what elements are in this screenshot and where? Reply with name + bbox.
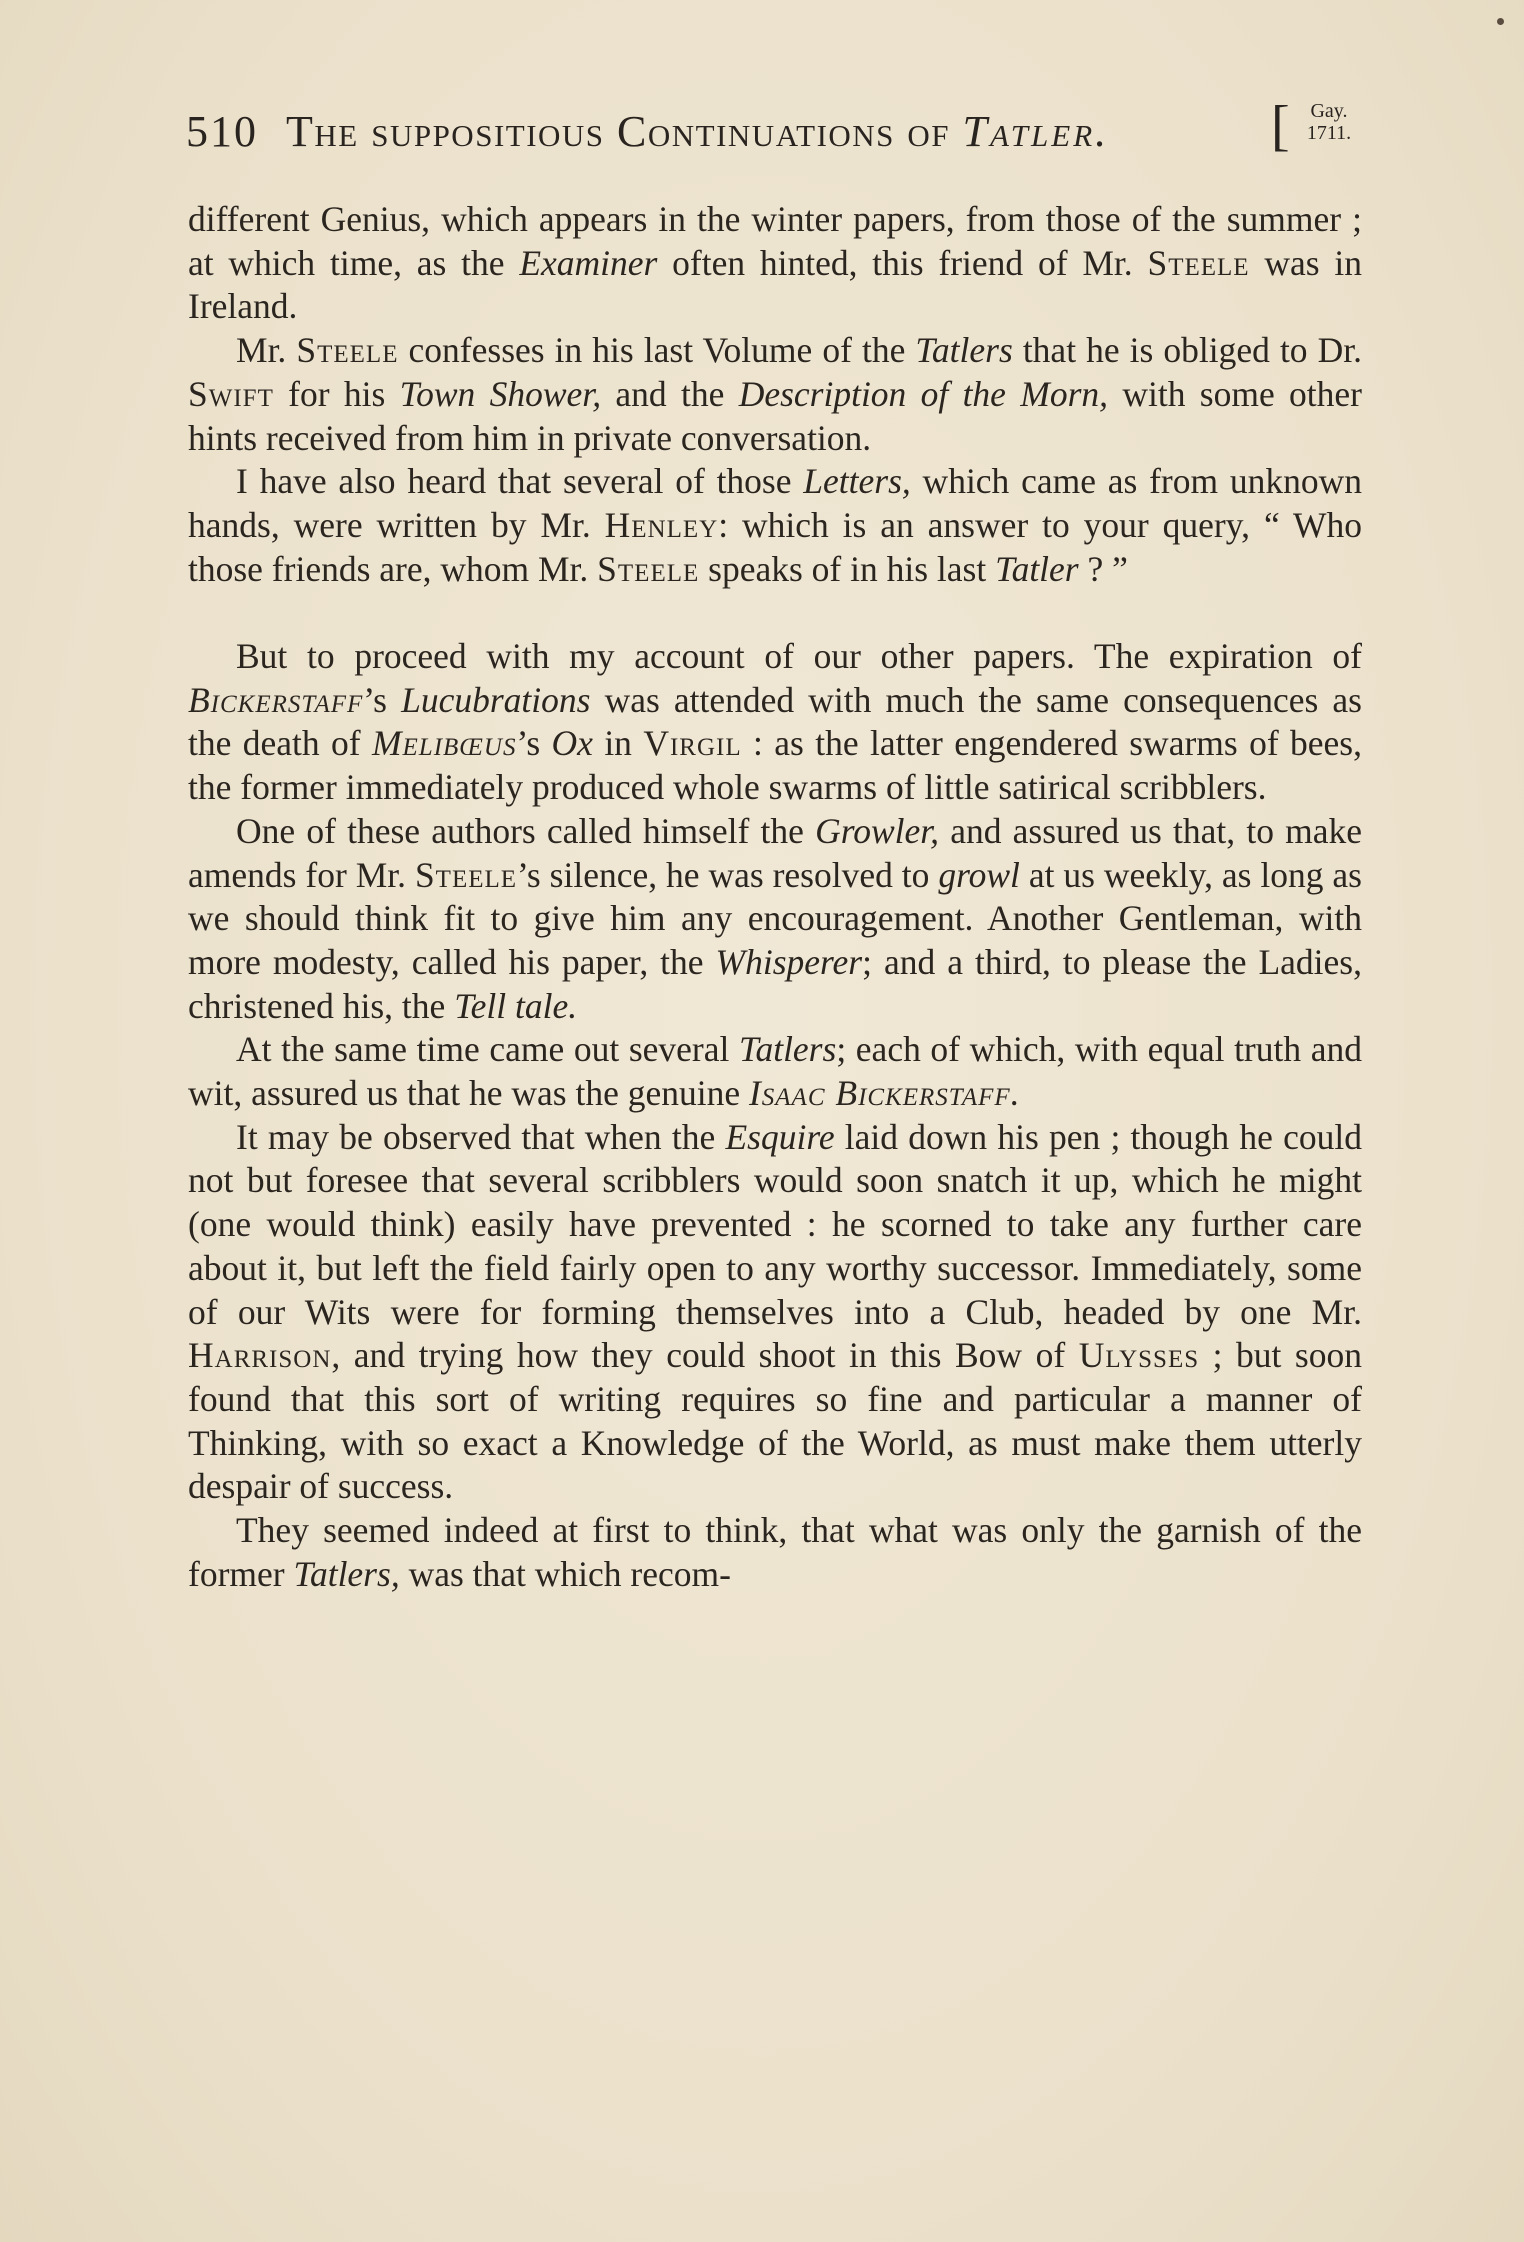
paragraph-8 xyxy=(188,1509,1362,1596)
text-run: Steele xyxy=(597,548,700,589)
text-run: laid down his pen ; though he could not but foresee that several scribblers would soon snatch it up, which he might (one would think) easily have prevented : he scorned to take any further care about it, but left the field fairly open to any worthy successor. Immediately, some of our Wits were for forming themselves into a Club, headed by one Mr. xyxy=(188,1116,1362,1332)
text-run: : which is an answer to your query, “ Who those friends are, whom Mr. xyxy=(188,504,1363,589)
text-run: Swift xyxy=(188,373,274,414)
date-bracket: [ xyxy=(1271,95,1290,157)
running-title-text: The suppositious Continuations of xyxy=(286,107,963,156)
text-run: It may be observed that when the xyxy=(236,1116,726,1157)
text-run: Esquire xyxy=(725,1116,835,1157)
paragraph-7 xyxy=(188,1116,1362,1509)
text-run: Letters, xyxy=(803,461,911,502)
text-run: ; each of which, with equal truth and wit, assured us that he was the genuine xyxy=(188,1029,1362,1114)
paragraph-6 xyxy=(188,1028,1362,1115)
text-run: with some other hints received from him in private conversation. xyxy=(188,373,1362,458)
text-run: I have also heard that several of those xyxy=(236,461,804,502)
text-run: Isaac Bickerstaff. xyxy=(748,1073,1021,1114)
text-run: Examiner xyxy=(519,242,658,283)
paragraph-5 xyxy=(188,810,1362,1029)
text-run: speaks of in his last xyxy=(699,548,996,589)
text-run: ’s xyxy=(516,723,552,764)
text-run: Ox xyxy=(551,723,593,764)
paragraph-4 xyxy=(188,635,1362,810)
margin-speck xyxy=(1497,18,1504,25)
date-bottom: 1711. xyxy=(1306,122,1352,144)
text-run: But to proceed with my account of our other papers. The expiration of xyxy=(236,636,1362,677)
running-title-italic: Tatler. xyxy=(962,107,1110,156)
text-run: ? ” xyxy=(1078,548,1128,589)
text-run: At the same time came out several xyxy=(236,1029,739,1070)
paragraph-3 xyxy=(188,460,1362,591)
text-run: ; and a third, to please the Ladies, christened his, the xyxy=(188,941,1362,1026)
running-header xyxy=(186,95,1386,168)
text-run: different Genius, which appears in the winter papers, from those of the summer ; at which time, as the xyxy=(188,199,1362,283)
text-run: : as the latter engendered swarms of bees, the former immediately produced whole swarms of little satirical scribblers. xyxy=(188,723,1362,808)
text-run: Melibœus xyxy=(371,723,517,764)
text-run: One of these authors called himself the xyxy=(236,810,816,851)
text-run: that he is obliged to Dr. xyxy=(1012,330,1362,371)
text-run: ’s xyxy=(363,679,402,720)
text-run: Mr. xyxy=(236,330,297,371)
text-run: Tatlers, xyxy=(293,1553,400,1594)
text-run: was in Ireland. xyxy=(188,242,1362,327)
text-run: Tatler xyxy=(995,548,1079,589)
text-run: and the xyxy=(601,373,739,414)
text-run: ; but soon found that this sort of writing requires so fine and particular a manner of Thinking, with so exact a Knowledge of the World, as must make them utterly despair of success. xyxy=(188,1335,1363,1507)
date-fraction xyxy=(1294,100,1364,144)
text-run: Tatlers xyxy=(738,1029,837,1070)
date-top: Gay. xyxy=(1310,100,1348,122)
text-run: and assured us that, to make amends for Mr. xyxy=(188,810,1363,895)
text-run: Growler, xyxy=(815,810,940,851)
text-run: Ulysses xyxy=(1078,1335,1200,1376)
text-run: Bickerstaff xyxy=(188,679,364,720)
text-run: often hinted, this friend of Mr. xyxy=(657,242,1148,283)
text-run: Lucubrations xyxy=(401,679,591,720)
running-title xyxy=(286,106,1109,157)
text-run: in xyxy=(592,723,644,764)
text-run: ’s silence, he was resolved to xyxy=(517,854,939,895)
text-run: was that which recom- xyxy=(399,1553,731,1594)
text-run: for his xyxy=(273,373,400,414)
text-run: confesses in his last Volume of the xyxy=(398,330,916,371)
text-run: Harrison xyxy=(188,1335,332,1376)
text-run: They seemed indeed at first to think, that what was only the garnish of the former xyxy=(188,1510,1362,1594)
text-run: Description of the Morn, xyxy=(738,373,1109,414)
text-run: which came as from unknown hands, were written by Mr. xyxy=(188,461,1362,545)
text-run: Virgil xyxy=(643,723,742,764)
text-run: Whisperer xyxy=(715,941,863,982)
text-run: , and trying how they could shoot in this Bow of xyxy=(331,1335,1079,1376)
text-run: at us weekly, as long as we should think fit to give him any encouragement. Another Gentleman, with more modesty, called his paper, the xyxy=(188,854,1362,982)
text-run: growl xyxy=(938,854,1020,895)
paragraph-2 xyxy=(188,329,1362,460)
paragraph-1 xyxy=(188,198,1362,329)
text-run: was attended with much the same consequences as the death of xyxy=(188,679,1362,764)
text-run: Tatlers xyxy=(915,330,1013,371)
body-text xyxy=(188,198,1362,1596)
page-number: 510 xyxy=(186,107,258,156)
text-run: Tell tale. xyxy=(454,985,578,1026)
text-run: Steele xyxy=(414,854,518,895)
text-run: Town Shower, xyxy=(399,373,602,414)
text-run: Steele xyxy=(1147,242,1250,283)
text-run: Henley xyxy=(604,504,719,545)
text-run: Steele xyxy=(296,330,399,371)
